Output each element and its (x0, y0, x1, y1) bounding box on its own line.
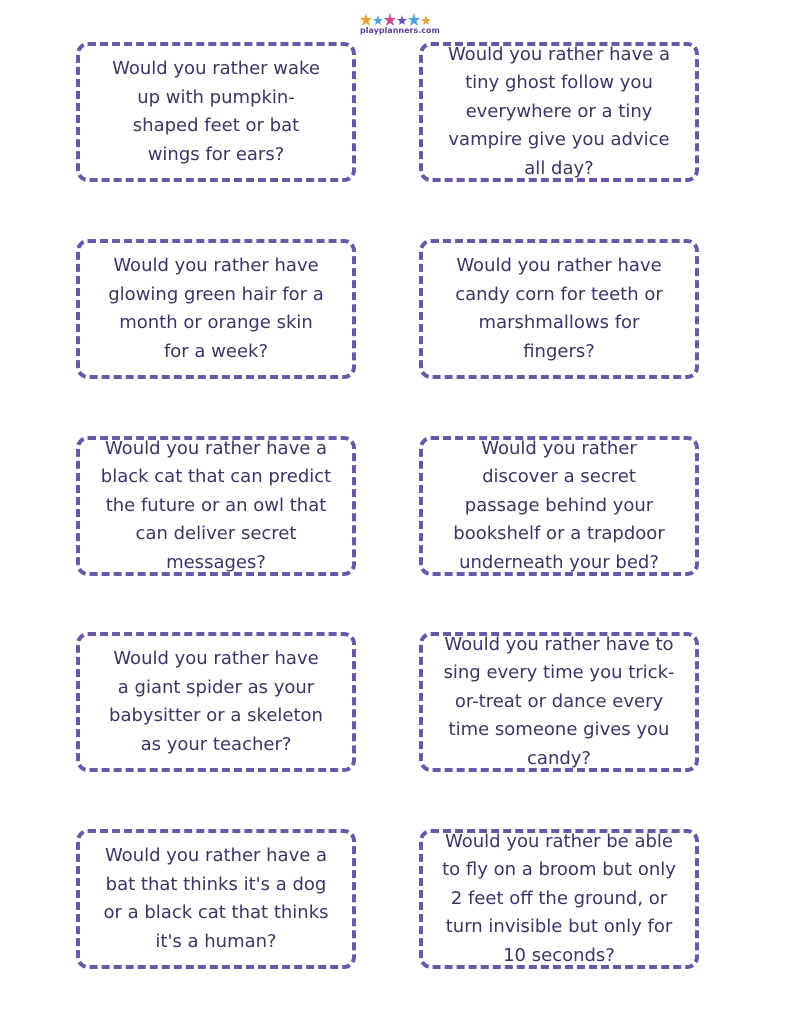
question-card (76, 436, 356, 576)
logo-text: playplanners.com (360, 26, 440, 35)
question-text: Would you rather have a tiny ghost follow you everywhere or a tiny vampire give you advice all day? (447, 43, 671, 179)
question-card (76, 239, 356, 379)
question-text: Would you rather be able to fly on a broom but only 2 feet off the ground, or turn invisible but only for 10 seconds? (442, 830, 676, 966)
playplanners-logo (360, 12, 440, 38)
question-text: Would you rather have glowing green hair for a month or orange skin for a week? (108, 255, 324, 362)
question-card (419, 829, 699, 969)
question-text: Would you rather discover a secret passage behind your bookshelf or a trapdoor underneath your bed? (453, 437, 665, 573)
question-text: Would you rather have a giant spider as your babysitter or a skeleton as your teacher? (109, 648, 323, 755)
question-text: Would you rather have to sing every time you trick-or-treat or dance every time someone gives you candy? (443, 633, 675, 769)
question-text: Would you rather have a bat that thinks it's a dog or a black cat that thinks it's a human? (103, 845, 329, 952)
question-card (419, 632, 699, 772)
question-card (76, 829, 356, 969)
question-card (419, 42, 699, 182)
question-card (76, 632, 356, 772)
question-card (419, 436, 699, 576)
question-card (76, 42, 356, 182)
question-text: Would you rather have candy corn for teeth or marshmallows for fingers? (455, 255, 663, 362)
question-card (419, 239, 699, 379)
question-text: Would you rather have a black cat that can predict the future or an owl that can deliver secret messages? (100, 437, 332, 573)
question-text: Would you rather wake up with pumpkin-shaped feet or bat wings for ears? (112, 58, 320, 165)
